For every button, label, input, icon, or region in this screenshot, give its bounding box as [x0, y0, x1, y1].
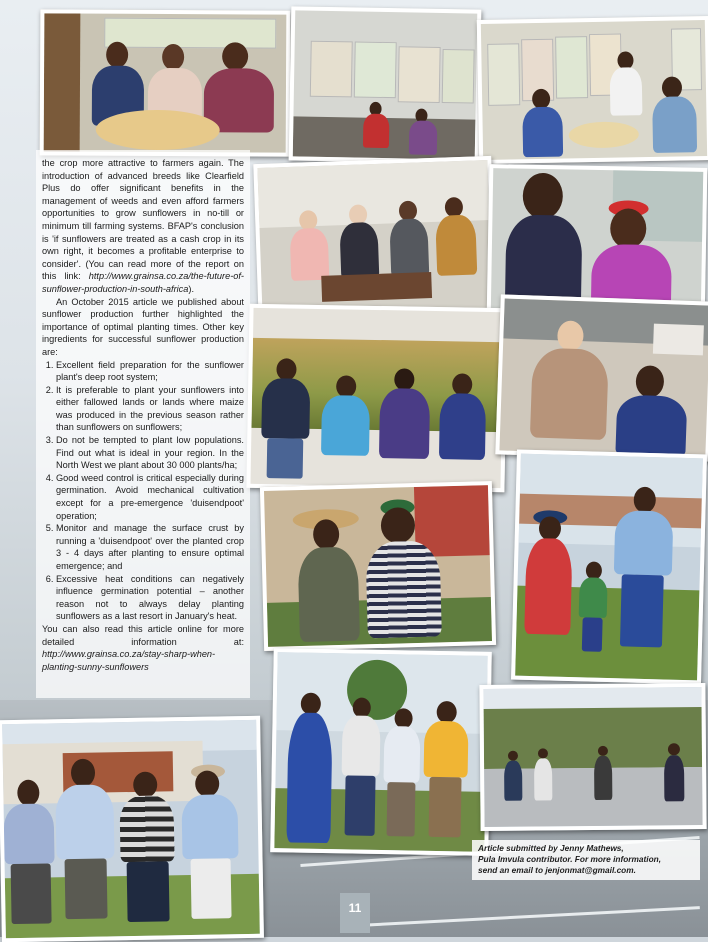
photo-woman-man-booth — [495, 294, 708, 461]
photo-door — [44, 13, 81, 151]
article-text: the crop more attractive to farmers again. The introduction of advanced breeds like Clearfield Plus do offer significant benefits in the management of weeds and even afford farmers opportunities to grow sunflowers in no-till or minimum till farming systems. BFAP's conclusion is 'if sunflowers are treated as a cash crop in its own right, it becomes a profitable enterprise to consider'. (You can read more of the report on this link: — [42, 158, 244, 282]
photo-banner — [104, 18, 276, 49]
article-credit — [472, 840, 700, 880]
success-factors-list — [42, 359, 244, 623]
photo-banner — [310, 41, 353, 98]
photo-banner — [398, 46, 441, 103]
photo-woman-hat-man-cap — [260, 481, 496, 651]
credit-line: send an email to jenjonmat@gmail.com. — [478, 864, 636, 875]
report-link[interactable]: http://www.grainsa.co.za/the-future-of-sunflower-production-in-south-africa — [42, 271, 244, 294]
credit-line: Pula Imvula contributor. For more information, — [478, 853, 662, 864]
list-item: 5. Monitor and manage the surface crust by running a 'duisendpoot' over the planted crop 3 - 4 days after planting to ensure optimal emergence; and — [56, 522, 244, 572]
article-online-link[interactable]: http://www.grainsa.co.za/stay-sharp-when-planting-sunny-sunflowers — [42, 649, 216, 672]
photo-table — [569, 121, 639, 148]
lane-line — [360, 906, 700, 927]
photo-coffee-table — [321, 272, 432, 302]
photo-young-men-group — [270, 648, 492, 856]
photo-family — [511, 450, 707, 685]
photo-crowd-path — [479, 683, 706, 831]
list-item: 6. Excessive heat conditions can negatively influence germination potential – another reason not to always delay planting sunflowers as a last resort in January's heat. — [56, 573, 244, 623]
photo-banner — [487, 43, 520, 106]
article-paragraph — [42, 157, 244, 296]
article-text: ). — [188, 283, 195, 294]
photo-seated-visitors — [253, 156, 496, 324]
photo-men-by-building — [0, 716, 264, 942]
credit-line: Article submitted by Jenny Mathews, — [478, 843, 624, 853]
list-item: 3. Do not be tempted to plant low populations. Find out what is ideal in your region. In the North West we plant about 30 000 plants/ha; — [56, 434, 244, 472]
photo-group-sorghum — [246, 304, 507, 492]
page-number: 11 — [340, 893, 370, 933]
list-item: 4. Good weed control is critical especially during germination. Avoid mechanical cultivation except for a pre-emergence 'duisendpoot' operation; — [56, 472, 244, 522]
photo-exhibition-hall — [289, 6, 482, 163]
article-paragraph: An October 2015 article we published about sunflower production further highlighted the importance of optimal planting times. Other key ingredients for successful sunflower production are: — [42, 296, 244, 357]
article-text: You can also read this article online for more detailed information at: — [42, 623, 244, 647]
photo-screen — [653, 324, 704, 356]
list-item: 2. It is preferable to plant your sunflowers into either fallowed lands or lands where maize was produced in the previous season rather than sunflowers on sunflowers; — [56, 384, 244, 434]
photo-banner — [555, 36, 588, 99]
list-item: 1. Excellent field preparation for the sunflower plant's deep root system; — [56, 359, 244, 384]
article-paragraph — [42, 623, 244, 673]
article-body — [42, 157, 244, 673]
photo-table — [96, 110, 220, 151]
photo-people-at-table — [40, 9, 291, 156]
photo-banner — [442, 49, 475, 104]
photo-group-exhibition — [477, 16, 708, 164]
photo-banner — [354, 41, 397, 98]
